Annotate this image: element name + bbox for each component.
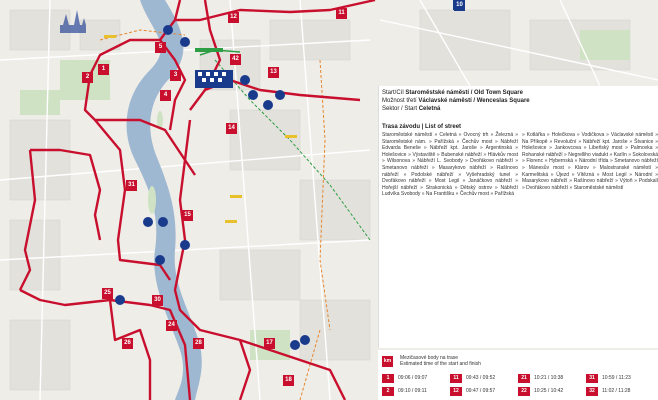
km-cell: 2 09:10 / 09:11 xyxy=(382,387,427,396)
route-info-panel xyxy=(378,86,658,348)
km-note-line2: Estimated time of the start and finish xyxy=(400,361,481,367)
km-note-line1: Mezičasové body na trase xyxy=(400,355,459,361)
km-marker-4[interactable]: 4 xyxy=(160,90,171,101)
km-marker-12[interactable]: 12 xyxy=(228,12,239,23)
km-cell: 11 09:43 / 09:52 xyxy=(450,374,495,383)
km-marker-17[interactable]: 17 xyxy=(264,338,275,349)
km-marker-1[interactable]: 1 xyxy=(98,64,109,75)
km-marker-26[interactable]: 26 xyxy=(122,338,133,349)
km-marker-30[interactable]: 30 xyxy=(152,295,163,306)
third-line: Sektor / Start Celetná xyxy=(382,106,441,112)
km-marker-3[interactable]: 3 xyxy=(170,70,181,81)
km-cell: 21 10:21 / 10:38 xyxy=(518,374,563,383)
street-list-col1: Staroměstské náměstí » Celetná » Ovocný trh » Železná » Staroměstské nám. » Pařížská » Čechův most » Nábřeží Edvarda Beneše » Nábřeží kpt. Jaroše » Argentinská » Holešovice » Výstaviště » Bubenské nábřeží » Hlávkův most » Wilsonova » Nábřeží L. Svobody » Dvořákovo nábřeží » Smetanovo nábřeží » Masarykovo nábřeží » Rašínovo nábřeží » Podolské nábřeží » Vyšehradský tunel » Dvořákovo nábřeží » Most Legií » Janáčkovo nábřeží » Hořejší nábřeží » Strakonická » Dětský ostrov » Nábřeží Ludvíka Svobody » Na Františku » Čechův most » Pařížská xyxy=(382,132,518,198)
km-badge: km xyxy=(382,356,393,367)
km-marker-24[interactable]: 24 xyxy=(166,320,177,331)
km-marker-18[interactable]: 18 xyxy=(283,375,294,386)
km-marker-25[interactable]: 25 xyxy=(102,288,113,299)
km-time-table xyxy=(378,350,658,400)
km-marker-31[interactable]: 31 xyxy=(126,180,137,191)
km-cell: 32 11:02 / 11:28 xyxy=(586,387,630,396)
km-marker-10[interactable]: 10 xyxy=(454,0,465,11)
start-finish-area xyxy=(195,70,233,88)
second-line: Možnost třetí Václavské náměstí / Wenceslas Square xyxy=(382,98,530,104)
km-cell: 1 09:06 / 09:07 xyxy=(382,374,427,383)
km-marker-11[interactable]: 11 xyxy=(336,8,347,19)
km-marker-2[interactable]: 2 xyxy=(82,72,93,83)
km-note xyxy=(400,355,481,367)
km-marker-5[interactable]: 5 xyxy=(155,42,166,53)
km-marker-14[interactable]: 14 xyxy=(226,123,237,134)
km-cell: 12 09:47 / 09:57 xyxy=(450,387,495,396)
street-list-col2: » Kotlářka » Holečkova » Vodičkova » Václavské náměstí » Na Příkopě » Revoluční » Nábřeží kpt. Jaroše » Štvanice » Holešovice » Jankovcova » Libeňský most » Palmovka » Rohanské nábřeží » Negrelliho viadukt » Karlín » Sokolovská » Florenc » Hybernská » Národní třída » Smetanovo nábřeží » Mánesův most » Klárov » Malostranské náměstí » Karmelitská » Újezd » Vítězná » Most Legií » Národní » Masarykovo nábřeží » Rašínovo nábřeží » Výtoň » Podskalí » Dvořákovo nábřeží » Staroměstské náměstí xyxy=(522,132,658,191)
km-cell: 22 10:25 / 10:42 xyxy=(518,387,563,396)
km-marker-28[interactable]: 28 xyxy=(193,338,204,349)
km-marker-15[interactable]: 15 xyxy=(182,210,193,221)
start-line: Start/Cíl Staroměstské náměstí / Old Town Square xyxy=(382,90,523,96)
km-marker-13[interactable]: 13 xyxy=(268,67,279,78)
street-list-title: Trasa závodu | List of street xyxy=(382,124,462,130)
km-marker-42[interactable]: 42 xyxy=(230,54,241,65)
km-cell: 31 10:59 / 11:23 xyxy=(586,374,631,383)
